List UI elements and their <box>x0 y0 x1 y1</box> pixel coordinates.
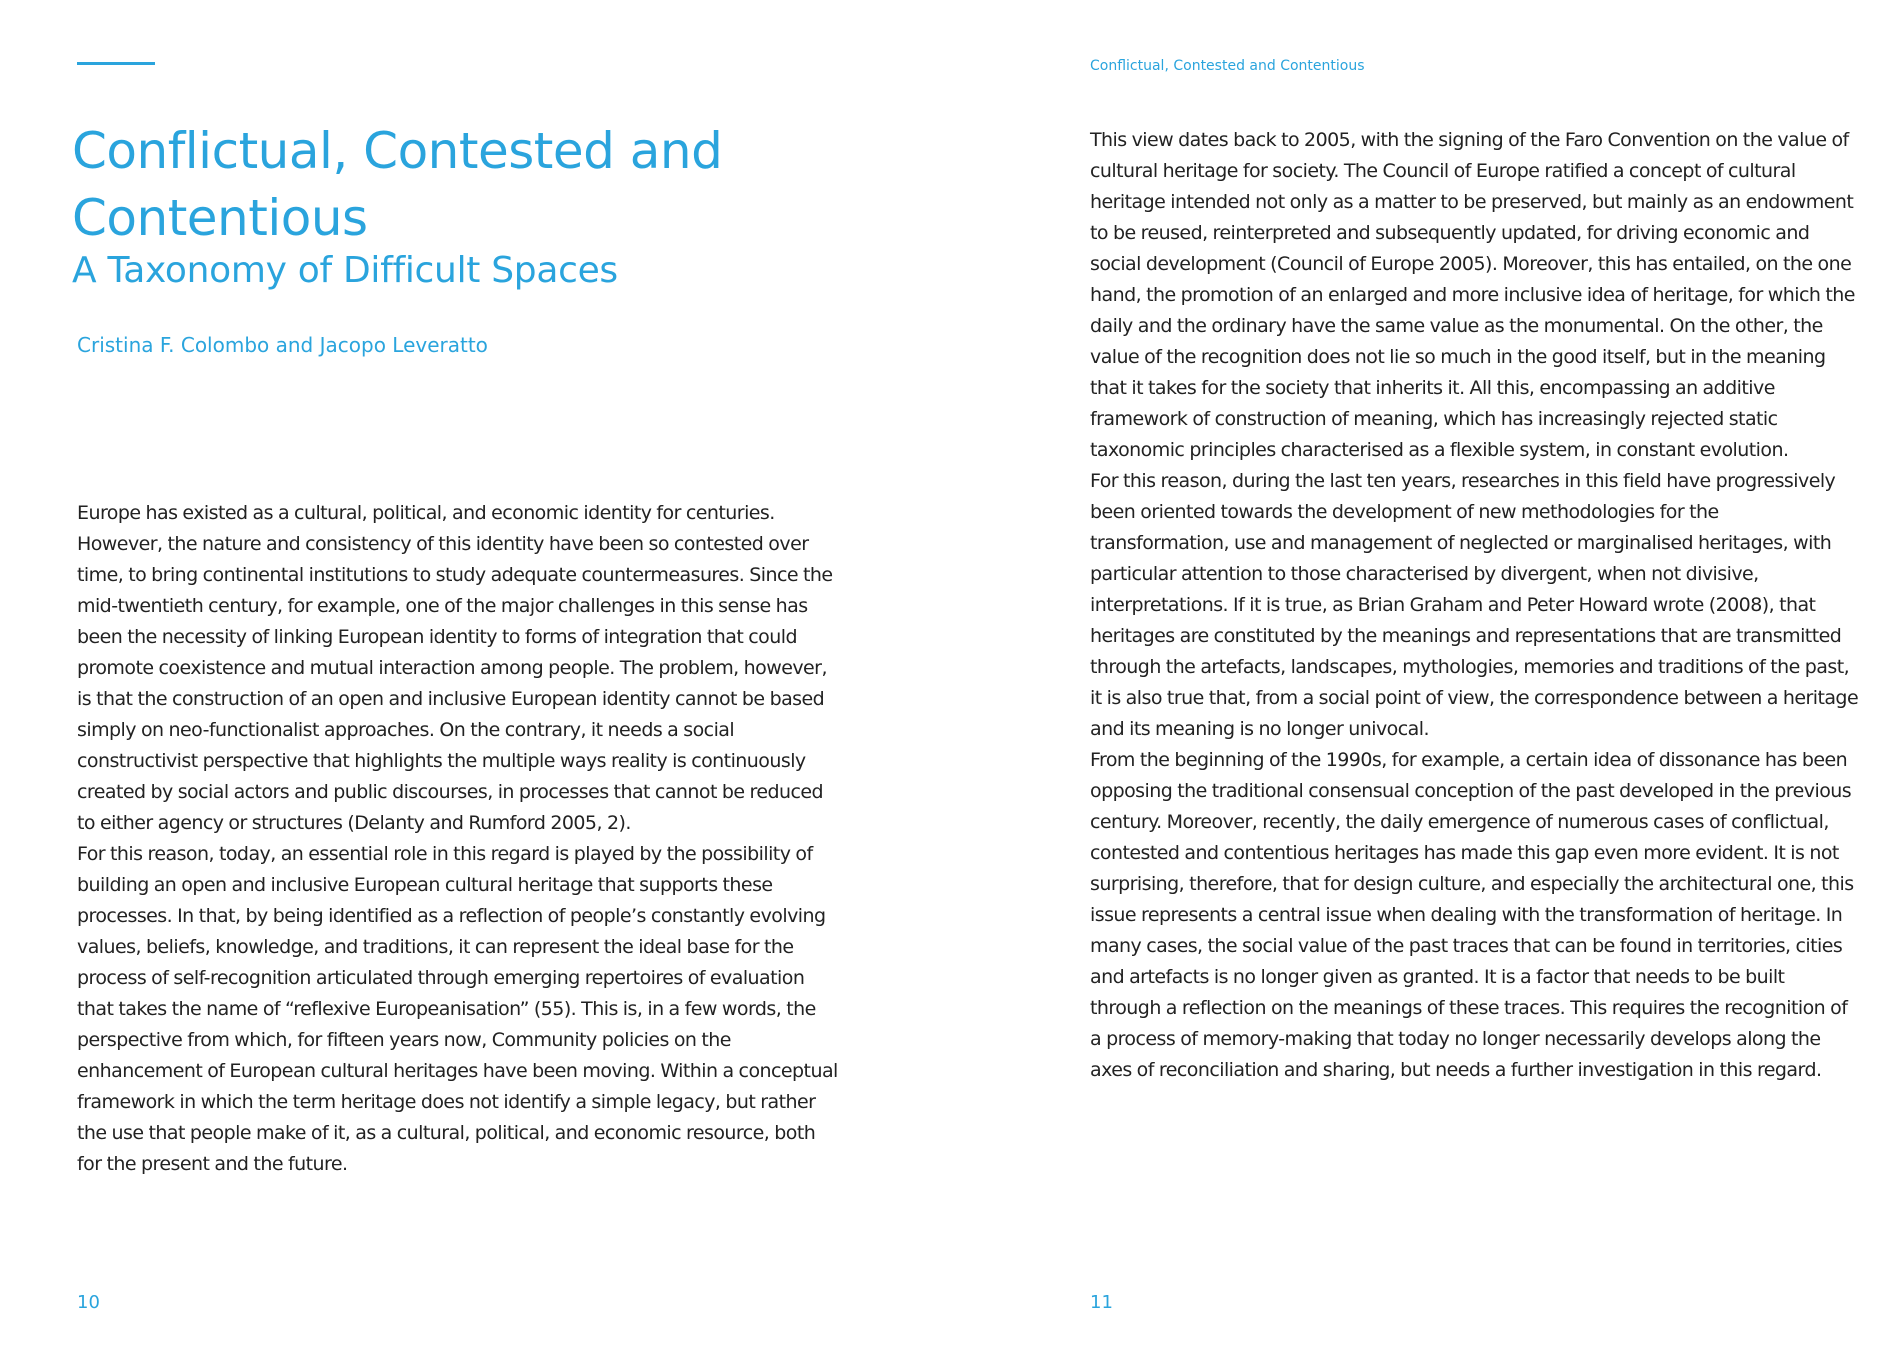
paragraph: Europe has existed as a cultural, political, and economic identity for centuries. However, the nature and consistency of this identity have been so contested over time, to bring continental institutions to study adequate countermeasures. Since the mid-twentieth century, for example, one of the major challenges in this sense has been the necessity of linking European identity to forms of integration that could promote coexistence and mutual interaction among people. The problem, however, is that the construction of an open and inclusive European identity cannot be based simply on neo-functionalist approaches. On the contrary, it needs a social constructivist perspective that highlights the multiple ways reality is continuously created by social actors and public discourses, in processes that cannot be reduced to either agency or structures (Delanty and Rumford 2005, 2). <box>77 502 833 834</box>
chapter-authors: Cristina F. Colombo and Jacopo Leveratto <box>77 333 488 357</box>
page-number-left: 10 <box>77 1292 100 1313</box>
page-number-right: 11 <box>1090 1292 1113 1313</box>
running-head: Conflictual, Contested and Contentious <box>1090 58 1365 74</box>
paragraph: For this reason, during the last ten years, researches in this field have progressively been oriented towards the development of new methodologies for the transformation, use and management of neglected or marginalised heritages, with particular attention to those characterised by divergent, when not divisive, interpretations. If it is true, as Brian Graham and Peter Howard wrote (2008), that heritages are constituted by the meanings and representations that are transmitted through the artefacts, landscapes, mythologies, memories and traditions of the past, it is also true that, from a social point of view, the correspondence between a heritage and its meaning is no longer univocal. <box>1090 470 1859 740</box>
chapter-title: Conflictual, Contested and Contentious <box>72 122 723 247</box>
header-rule <box>77 62 155 65</box>
paragraph: This view dates back to 2005, with the signing of the Faro Convention on the value of cultural heritage for society. The Council of Europe ratified a concept of cultural heritage intended not only as a matter to be preserved, but mainly as an endowment to be reused, reinterpreted and subsequently updated, for driving economic and social development (Council of Europe 2005). Moreover, this has entailed, on the one hand, the promotion of an enlarged and more inclusive idea of heritage, for which the daily and the ordinary have the same value as the monumental. On the other, the value of the recognition does not lie so much in the good itself, but in the meaning that it takes for the society that inherits it. All this, encompassing an additive framework of construction of meaning, which has increasingly rejected static taxonomic principles characterised as a flexible system, in constant evolution. <box>1090 129 1855 461</box>
left-body-text <box>77 498 842 1180</box>
paragraph: From the beginning of the 1990s, for example, a certain idea of dissonance has been opposing the traditional consensual conception of the past developed in the previous century. Moreover, recently, the daily emergence of numerous cases of conflictual, contested and contentious heritages has made this gap even more evident. It is not surprising, therefore, that for design culture, and especially the architectural one, this issue represents a central issue when dealing with the transformation of heritage. In many cases, the social value of the past traces that can be found in territories, cities and artefacts is no longer given as granted. It is a factor that needs to be built through a reflection on the meanings of these traces. This requires the recognition of a process of memory-making that today no longer necessarily develops along the axes of reconciliation and sharing, but needs a further investigation in this regard. <box>1090 749 1854 1081</box>
chapter-subtitle: A Taxonomy of Difficult Spaces <box>72 250 618 291</box>
right-body-text <box>1090 125 1860 1086</box>
right-page <box>951 0 1902 1348</box>
paragraph: For this reason, today, an essential role in this regard is played by the possibility of building an open and inclusive European cultural heritage that supports these processes. In that, by being identified as a reflection of people’s constantly evolving values, beliefs, knowledge, and traditions, it can represent the ideal base for the process of self-recognition articulated through emerging repertoires of evaluation that takes the name of “reflexive Europeanisation” (55). This is, in a few words, the perspective from which, for fifteen years now, Community policies on the enhancement of European cultural heritages have been moving. Within a conceptual framework in which the term heritage does not identify a simple legacy, but rather the use that people make of it, as a cultural, political, and economic resource, both for the present and the future. <box>77 843 838 1175</box>
